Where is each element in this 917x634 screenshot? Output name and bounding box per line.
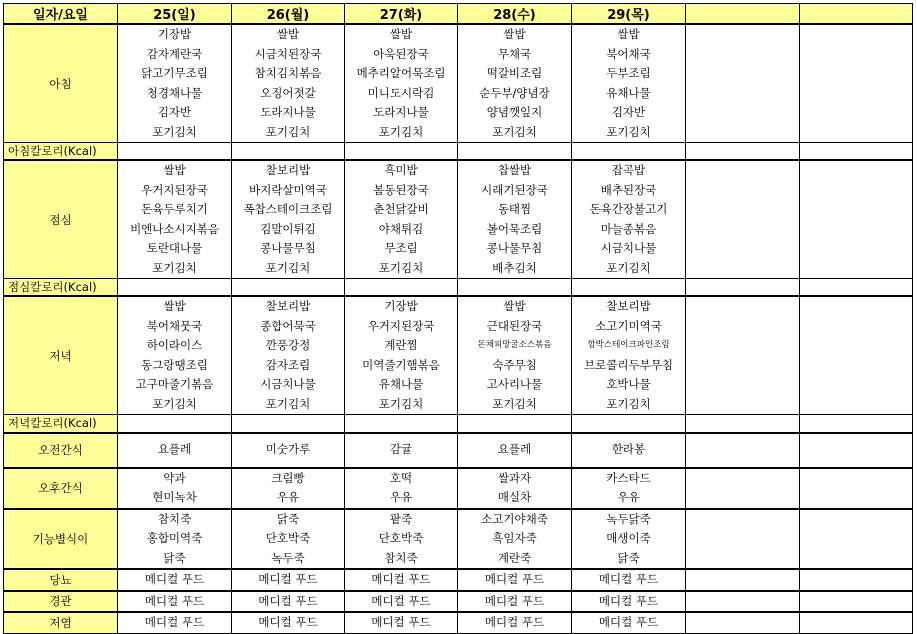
menu-item: 콩나물무침	[260, 241, 316, 255]
menu-item: 닭죽	[276, 511, 300, 526]
low-salt-cell	[118, 612, 232, 633]
menu-item: 찰보리밥	[265, 163, 311, 177]
menu-item: 닭고기무조림	[141, 66, 208, 80]
diabetes-cell	[800, 569, 913, 591]
menu-item: 쌀밥	[617, 27, 640, 41]
menu-item: 쌀밥	[389, 27, 413, 41]
breakfast-kcal-cell	[345, 143, 458, 161]
breakfast-kcal-label: 아침칼로리(Kcal)	[4, 143, 118, 161]
menu-item: 볼어묵조림	[486, 221, 543, 236]
menu-item: 크림빵	[271, 470, 305, 485]
tube-feeding-cell	[458, 591, 572, 613]
afternoon-snack-cell	[686, 468, 800, 509]
menu-item: 비엔나소시지볶음	[130, 221, 219, 236]
lunch-cell	[232, 160, 345, 279]
menu-item: 미니도시락김	[367, 85, 435, 100]
menu-item: 찹쌀밥	[497, 163, 532, 177]
day-header: 27(화)	[345, 4, 458, 25]
menu-item: 마늘종볶음	[600, 221, 657, 236]
menu-item: 돈채피망굴소스볶음	[477, 340, 552, 350]
morning-snack-cell	[345, 433, 458, 468]
menu-item: 메디컬 푸드	[144, 615, 205, 629]
menu-item: 두부조림	[606, 66, 651, 80]
tube-feeding-cell	[345, 591, 458, 613]
lunch-kcal-cell	[458, 279, 572, 297]
menu-item: 포기김치	[492, 124, 537, 139]
morning-snack-cell	[572, 433, 686, 468]
menu-item: 김말이튀김	[260, 221, 316, 236]
functional-meal-cell	[458, 509, 572, 570]
menu-item: 시래기된장국	[481, 182, 548, 197]
menu-item: 포기김치	[378, 260, 424, 275]
menu-item: 우유	[389, 490, 413, 504]
menu-item: 쌀밥	[276, 27, 300, 41]
menu-item: 유채나물	[606, 85, 651, 100]
lunch-kcal-label: 점심칼로리(Kcal)	[4, 279, 118, 297]
lunch-cell	[572, 160, 686, 279]
menu-item: 우유	[276, 490, 300, 504]
lunch-kcal-cell	[572, 279, 686, 297]
lunch-cell	[118, 160, 232, 279]
menu-item: 김자반	[611, 105, 646, 119]
menu-item: 매생이죽	[606, 531, 651, 545]
menu-item: 순두부/양념장	[479, 85, 550, 100]
dinner-kcal-cell	[118, 415, 232, 433]
menu-item: 미숫가루	[265, 442, 311, 457]
tube-feeding-cell	[232, 591, 345, 613]
menu-item: 기장밥	[157, 27, 192, 41]
menu-item: 녹두닭죽	[606, 511, 651, 526]
meal-plan-table	[3, 3, 913, 634]
tube-feeding-label: 경관	[4, 591, 118, 613]
header-row	[4, 4, 913, 25]
morning-snack-cell	[118, 433, 232, 468]
functional-meal-cell	[118, 509, 232, 570]
menu-item: 감자계란국	[146, 46, 203, 61]
breakfast-kcal-row	[4, 143, 913, 161]
dinner-cell	[572, 296, 686, 415]
menu-item: 봄동된장국	[373, 182, 429, 197]
lunch-kcal-cell	[232, 279, 345, 297]
menu-item: 포기김치	[152, 260, 197, 275]
menu-item: 무조림	[384, 241, 418, 255]
menu-item: 우거지된장국	[367, 318, 435, 333]
functional-meal-cell	[800, 509, 913, 570]
menu-item: 메디컬 푸드	[484, 593, 545, 608]
dinner-row	[4, 296, 913, 415]
menu-item: 포기김치	[265, 396, 311, 411]
menu-item: 함박스테이크파인조림	[587, 340, 670, 350]
tube-feeding-cell	[800, 591, 913, 613]
menu-item: 숙주무침	[492, 357, 537, 372]
day-header: 29(목)	[572, 4, 686, 25]
breakfast-kcal-cell	[458, 143, 572, 161]
menu-item: 춘천닭갈비	[373, 202, 429, 216]
menu-item: 무채국	[497, 46, 532, 61]
menu-item: 북어채뭇국	[146, 318, 203, 333]
menu-item: 근대된장국	[486, 318, 543, 333]
menu-item: 김자반	[157, 105, 192, 119]
day-header: 28(수)	[458, 4, 572, 25]
functional-meal-label: 기능별식이	[4, 509, 118, 570]
menu-item: 하이라이스	[146, 338, 203, 352]
menu-item: 찰보리밥	[265, 299, 311, 313]
menu-item: 녹두죽	[271, 550, 305, 565]
day-header: 25(일)	[118, 4, 232, 25]
morning-snack-cell	[458, 433, 572, 468]
menu-item: 잡곡밥	[611, 163, 646, 177]
menu-item: 요플레	[497, 442, 532, 457]
breakfast-cell	[345, 24, 458, 143]
tube-feeding-cell	[572, 591, 686, 613]
morning-snack-cell	[232, 433, 345, 468]
menu-item: 쌀밥	[503, 299, 526, 313]
lunch-row	[4, 160, 913, 279]
menu-item: 메디컬 푸드	[484, 572, 545, 586]
menu-item: 요플레	[157, 442, 192, 457]
menu-item: 폭찹스테이크조림	[243, 202, 333, 216]
diabetes-cell	[345, 569, 458, 591]
low-salt-cell	[345, 612, 458, 633]
dinner-cell	[800, 296, 913, 415]
breakfast-cell	[458, 24, 572, 143]
afternoon-snack-cell	[800, 468, 913, 509]
morning-snack-cell	[686, 433, 800, 468]
breakfast-kcal-cell	[232, 143, 345, 161]
afternoon-snack-label: 오후간식	[4, 468, 118, 509]
menu-item: 메디컬 푸드	[371, 572, 431, 586]
menu-item: 감귤	[389, 442, 413, 457]
lunch-kcal-cell	[686, 279, 800, 297]
menu-item: 메디컬 푸드	[598, 593, 659, 608]
menu-item: 고사리나물	[486, 377, 543, 391]
morning-snack-cell	[800, 433, 913, 468]
menu-item: 메디컬 푸드	[598, 615, 659, 629]
dinner-cell	[345, 296, 458, 415]
day-header: 26(월)	[232, 4, 345, 25]
menu-item: 토란대나물	[146, 241, 203, 255]
dinner-cell	[458, 296, 572, 415]
menu-item: 매실차	[497, 490, 532, 504]
menu-item: 도라지나물	[260, 105, 316, 119]
menu-item: 호떡	[389, 470, 413, 485]
menu-item: 시금치나물	[600, 241, 657, 255]
lunch-kcal-cell	[345, 279, 458, 297]
menu-item: 야채튀김	[378, 221, 424, 236]
menu-item: 동그랑땡조림	[141, 357, 208, 372]
menu-item: 북어채국	[606, 46, 651, 61]
menu-item: 쌀밥	[503, 27, 526, 41]
dinner-cell	[686, 296, 800, 415]
functional-meal-cell	[572, 509, 686, 570]
menu-item: 포기김치	[606, 396, 651, 411]
lunch-kcal-cell	[118, 279, 232, 297]
dinner-kcal-label: 저녁칼로리(Kcal)	[4, 415, 118, 433]
menu-item: 흑임자죽	[492, 531, 537, 545]
afternoon-snack-cell	[345, 468, 458, 509]
menu-item: 쌀밥	[163, 163, 186, 177]
menu-item: 메추리알어묵조림	[356, 66, 446, 80]
menu-item: 포기김치	[265, 124, 311, 139]
diabetes-cell	[458, 569, 572, 591]
tube-feeding-cell	[686, 591, 800, 613]
menu-item: 참치죽	[384, 550, 418, 565]
lunch-cell	[686, 160, 800, 279]
menu-item: 메디컬 푸드	[598, 572, 659, 586]
low-salt-cell	[458, 612, 572, 633]
menu-item: 메디컬 푸드	[371, 593, 431, 608]
lunch-cell	[800, 160, 913, 279]
menu-item: 메디컬 푸드	[484, 615, 545, 629]
menu-item: 브로콜리두부무침	[584, 357, 673, 372]
menu-item: 포기김치	[492, 396, 537, 411]
afternoon-snack-cell	[118, 468, 232, 509]
menu-item: 콩나물무침	[486, 241, 543, 255]
diabetes-cell	[572, 569, 686, 591]
menu-item: 포기김치	[152, 396, 197, 411]
menu-item: 기장밥	[384, 299, 418, 313]
menu-item: 유채나물	[378, 377, 424, 391]
breakfast-kcal-cell	[118, 143, 232, 161]
morning-snack-row	[4, 433, 913, 468]
low-salt-cell	[686, 612, 800, 633]
menu-item: 메디컬 푸드	[144, 572, 205, 586]
breakfast-cell	[232, 24, 345, 143]
menu-item: 우거지된장국	[141, 182, 208, 197]
diabetes-row	[4, 569, 913, 591]
functional-meal-cell	[232, 509, 345, 570]
menu-item: 메디컬 푸드	[258, 615, 318, 629]
menu-item: 한라봉	[611, 442, 646, 457]
menu-item: 포기김치	[378, 124, 424, 139]
menu-item: 양념깻잎지	[486, 105, 543, 119]
breakfast-cell	[118, 24, 232, 143]
breakfast-kcal-cell	[572, 143, 686, 161]
menu-item: 찰보리밥	[606, 299, 651, 313]
tube-feeding-row	[4, 591, 913, 613]
dinner-kcal-cell	[232, 415, 345, 433]
menu-item: 호박나물	[606, 377, 651, 391]
menu-item: 팥죽	[389, 511, 413, 526]
menu-item: 시금치된장국	[254, 46, 322, 61]
menu-item: 종합어묵국	[260, 318, 316, 333]
lunch-cell	[458, 160, 572, 279]
low-salt-cell	[232, 612, 345, 633]
menu-item: 바지락살미역국	[249, 182, 327, 197]
menu-item: 메디컬 푸드	[144, 593, 205, 608]
day-header	[800, 4, 913, 25]
menu-item: 홍합미역죽	[146, 531, 203, 545]
menu-item: 깐풍강정	[265, 338, 311, 352]
menu-item: 계란죽	[497, 550, 532, 565]
breakfast-cell	[686, 24, 800, 143]
menu-item: 돈육두루치기	[141, 202, 208, 216]
afternoon-snack-row	[4, 468, 913, 509]
low-salt-label: 저염	[4, 612, 118, 633]
diabetes-cell	[686, 569, 800, 591]
menu-item: 우유	[617, 490, 640, 504]
dinner-kcal-cell	[458, 415, 572, 433]
menu-item: 계란찜	[384, 338, 418, 352]
menu-item: 돈육간장불고기	[589, 202, 668, 216]
menu-item: 메디컬 푸드	[258, 593, 318, 608]
low-salt-cell	[572, 612, 686, 633]
diabetes-cell	[118, 569, 232, 591]
lunch-kcal-cell	[800, 279, 913, 297]
dinner-kcal-cell	[686, 415, 800, 433]
menu-item: 쌀밥	[163, 299, 186, 313]
diabetes-label: 당뇨	[4, 569, 118, 591]
menu-item: 흑미밥	[384, 163, 418, 177]
menu-item: 참치김치볶음	[254, 66, 322, 80]
menu-item: 아욱된장국	[373, 46, 429, 61]
menu-item: 메디컬 푸드	[371, 615, 431, 629]
menu-item: 닭죽	[617, 550, 640, 565]
menu-item: 소고기미역국	[595, 318, 662, 333]
low-salt-cell	[800, 612, 913, 633]
dinner-cell	[118, 296, 232, 415]
menu-item: 닭죽	[163, 550, 186, 565]
dinner-kcal-cell	[345, 415, 458, 433]
day-header	[686, 4, 800, 25]
menu-item: 포기김치	[378, 396, 424, 411]
menu-item: 쌀과자	[497, 470, 532, 485]
menu-item: 청경채나물	[146, 85, 203, 100]
menu-item: 포기김치	[152, 124, 197, 139]
menu-item: 포기김치	[265, 260, 311, 275]
menu-item: 메디컬 푸드	[258, 572, 318, 586]
lunch-label: 점심	[4, 160, 118, 279]
menu-item: 동태찜	[497, 202, 532, 216]
menu-item: 시금치나물	[260, 377, 316, 391]
tube-feeding-cell	[118, 591, 232, 613]
breakfast-cell	[800, 24, 913, 143]
menu-item: 감자조림	[265, 357, 311, 372]
low-salt-row	[4, 612, 913, 633]
lunch-kcal-row	[4, 279, 913, 297]
menu-item: 배추된장국	[600, 182, 657, 197]
menu-item: 오징어젓갈	[260, 85, 316, 100]
morning-snack-label: 오전간식	[4, 433, 118, 468]
dinner-label: 저녁	[4, 296, 118, 415]
dinner-kcal-row	[4, 415, 913, 433]
breakfast-label: 아침	[4, 24, 118, 143]
dinner-cell	[232, 296, 345, 415]
menu-item: 고구마줄기볶음	[135, 377, 214, 391]
breakfast-row	[4, 24, 913, 143]
menu-item: 포기김치	[606, 124, 651, 139]
diabetes-cell	[232, 569, 345, 591]
menu-item: 약과	[163, 470, 186, 485]
dinner-kcal-cell	[800, 415, 913, 433]
breakfast-kcal-cell	[800, 143, 913, 161]
menu-item: 배추김치	[492, 260, 537, 275]
menu-item: 포기김치	[606, 260, 651, 275]
afternoon-snack-cell	[232, 468, 345, 509]
lunch-cell	[345, 160, 458, 279]
afternoon-snack-cell	[572, 468, 686, 509]
date-day-header: 일자/요일	[4, 4, 118, 25]
menu-item: 미역줄기햄볶음	[362, 357, 440, 372]
breakfast-cell	[572, 24, 686, 143]
functional-meal-cell	[686, 509, 800, 570]
menu-item: 참치죽	[157, 511, 192, 526]
menu-item: 단호박죽	[265, 531, 311, 545]
breakfast-kcal-cell	[686, 143, 800, 161]
menu-item: 떡갈비조림	[486, 66, 543, 80]
dinner-kcal-cell	[572, 415, 686, 433]
functional-meal-row	[4, 509, 913, 570]
afternoon-snack-cell	[458, 468, 572, 509]
menu-item: 현미녹차	[152, 490, 197, 504]
menu-item: 카스타드	[606, 470, 651, 485]
functional-meal-cell	[345, 509, 458, 570]
menu-item: 소고기야채죽	[481, 511, 548, 526]
menu-item: 단호박죽	[378, 531, 424, 545]
menu-item: 도라지나물	[373, 105, 429, 119]
